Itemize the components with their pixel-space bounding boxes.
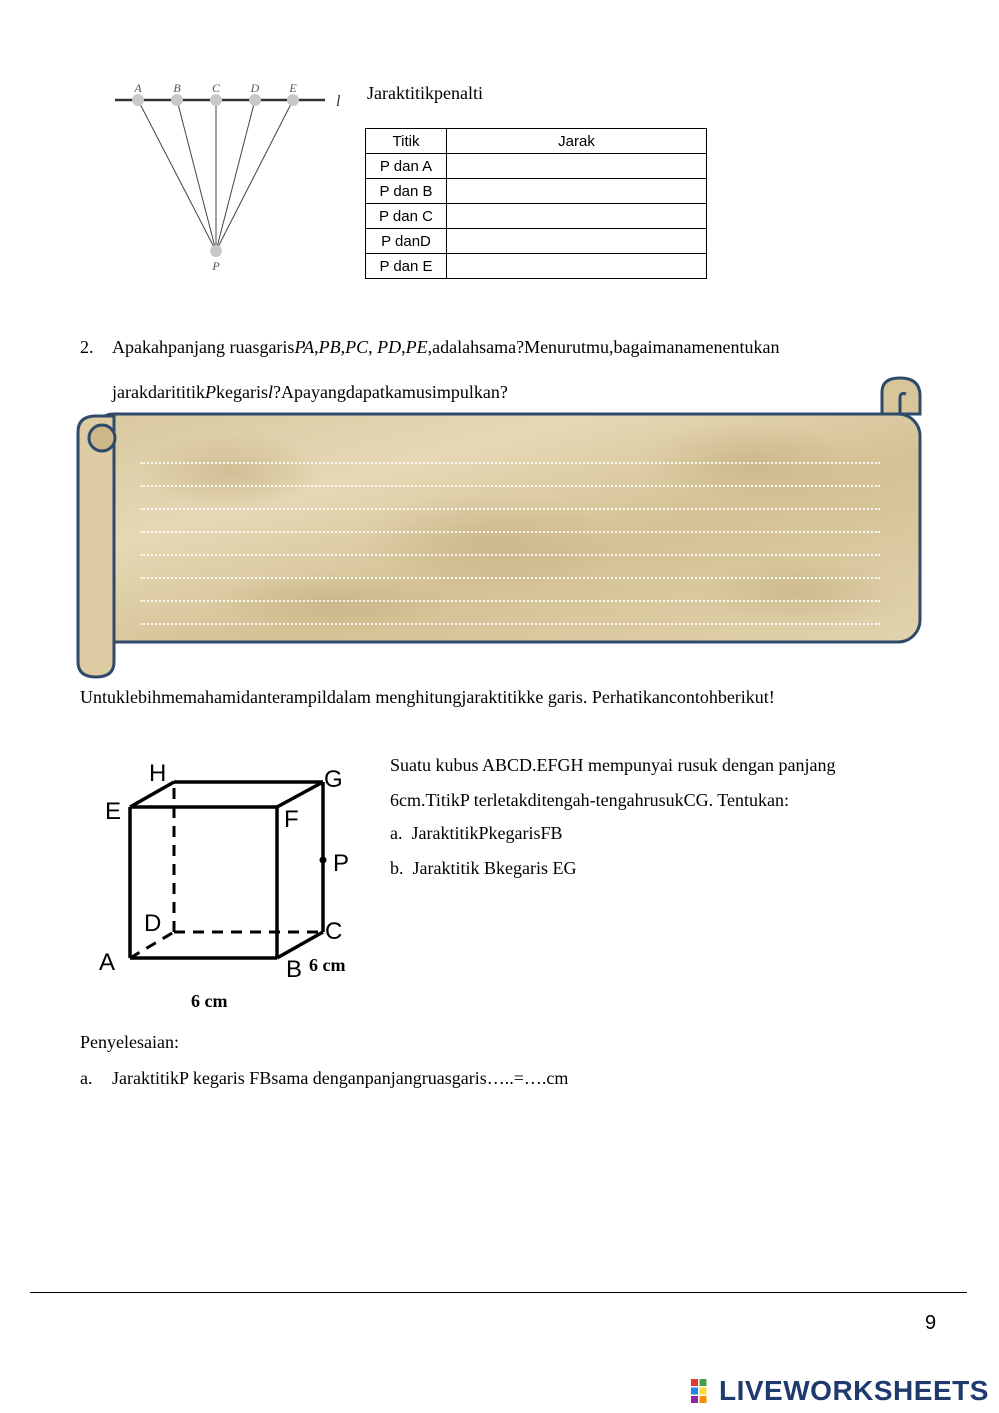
q2-pa: PA <box>294 337 315 357</box>
point-p <box>210 245 222 257</box>
q2-pc: PC <box>345 337 369 357</box>
problem-item-b <box>390 858 576 879</box>
header-titik: Titik <box>366 129 447 154</box>
problem-line2: 6cm.TitikP terletakditengah-tengahrusukCG. Tentukan: <box>390 790 790 810</box>
vertex-p: P <box>333 850 350 877</box>
q2-pb: PB <box>318 337 341 357</box>
brand-name: LIVEWORKSHEETS <box>719 1375 989 1406</box>
solution-title: Penyelesaian: <box>80 1032 179 1052</box>
label-c: C <box>211 81 221 95</box>
vertex-h: H <box>149 760 167 787</box>
segment-pd <box>216 100 255 251</box>
item-text: JaraktitikPkegarisFB <box>411 823 563 843</box>
vertex-a: A <box>99 949 116 976</box>
answer-textarea[interactable] <box>130 440 894 639</box>
cell-jarak[interactable] <box>447 229 707 254</box>
q2-text2-mid: kegaris <box>215 382 268 402</box>
page-number: 9 <box>925 1312 937 1334</box>
question-number: 2. <box>80 337 94 357</box>
segment-pe <box>216 100 293 251</box>
vertex-e: E <box>105 798 122 825</box>
point-e <box>287 94 299 106</box>
point-a <box>132 94 144 106</box>
q2-l: l <box>267 382 273 402</box>
problem-line1: Suatu kubus ABCD.EFGH mempunyai rusuk dengan panjang <box>390 755 836 775</box>
label-d: D <box>250 81 260 95</box>
item-text: Jaraktitik Bkegaris EG <box>412 858 577 878</box>
header-jarak: Jarak <box>447 129 707 154</box>
solution-a <box>80 1068 569 1089</box>
vertex-b: B <box>286 956 303 983</box>
vertex-g: G <box>324 766 343 793</box>
edge-fg <box>277 782 323 807</box>
label-p: P <box>212 259 220 273</box>
solution-marker: a. <box>80 1068 93 1088</box>
fan-diagram <box>100 75 350 275</box>
cube-bottom-label: 6 cm <box>191 991 228 1011</box>
cell-jarak[interactable] <box>447 204 707 229</box>
q2-pd: PD <box>377 337 402 357</box>
footer-divider <box>30 1292 967 1293</box>
brand-logo <box>690 1375 989 1407</box>
cell-titik: P dan C <box>366 204 447 229</box>
q2-text-post: ,adalahsama?Menurutmu,bagaimanamenentukan <box>427 337 780 357</box>
item-marker: a. <box>390 823 403 843</box>
label-l: l <box>336 93 341 110</box>
logo-icon <box>690 1378 716 1404</box>
vertex-d: D <box>144 910 162 937</box>
vertex-f: F <box>284 806 299 833</box>
solution-text: JaraktitikP kegaris FBsama denganpanjangruasgaris…..=….cm <box>112 1068 569 1088</box>
table-row <box>366 254 707 279</box>
cube-side-label: 6 cm <box>309 955 346 975</box>
cell-jarak[interactable] <box>447 179 707 204</box>
q2-text-pre: Apakahpanjang ruasgaris <box>112 337 295 357</box>
cell-jarak[interactable] <box>447 154 707 179</box>
table-row <box>366 204 707 229</box>
point-p-cube <box>320 857 327 864</box>
table-row <box>366 154 707 179</box>
cube-diagram <box>95 755 360 985</box>
question-2-line1: Apakahpanjang ruasgarisPA,PB,PC, PD,PE,adalahsama?Menurutmu,bagaimanamenentukan <box>112 337 780 357</box>
point-c <box>210 94 222 106</box>
example-intro: Untuklebihmemahamidanterampildalam menghitungjaraktitikke garis. Perhatikancontohberikut! <box>80 687 775 707</box>
segment-pa <box>138 100 216 251</box>
label-b: B <box>173 81 181 95</box>
table-title: Jaraktitikpenalti <box>367 83 483 103</box>
point-d <box>249 94 261 106</box>
label-e: E <box>289 81 297 95</box>
q2-p: P <box>204 382 216 402</box>
distance-table <box>365 128 707 279</box>
cell-titik: P dan E <box>366 254 447 279</box>
q2-text2-post: ?Apayangdapatkamusimpulkan? <box>272 382 508 402</box>
scroll-roll-end <box>89 425 115 451</box>
scroll-roll-left <box>78 416 114 677</box>
problem-item-a <box>390 823 563 844</box>
vertex-c: C <box>325 918 343 945</box>
q2-pe: PE <box>405 337 428 357</box>
label-a: A <box>134 81 142 95</box>
table-row <box>366 179 707 204</box>
cell-titik: P dan B <box>366 179 447 204</box>
table-row <box>366 229 707 254</box>
table-header-row <box>366 129 707 154</box>
item-marker: b. <box>390 858 404 878</box>
cell-jarak[interactable] <box>447 254 707 279</box>
cell-titik: P dan A <box>366 154 447 179</box>
segment-pb <box>177 100 216 251</box>
cell-titik: P danD <box>366 229 447 254</box>
point-b <box>171 94 183 106</box>
q2-text2-pre: jarakdarititik <box>112 382 205 402</box>
